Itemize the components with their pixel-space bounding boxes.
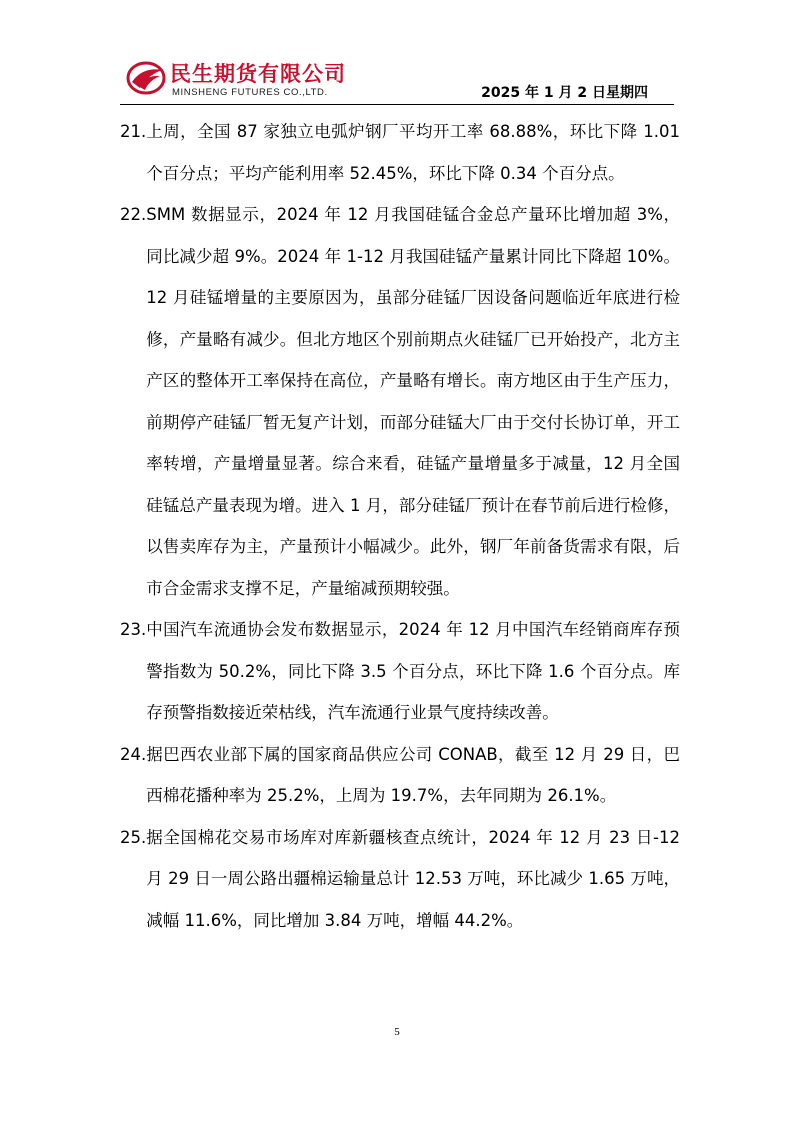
page-header: [120, 52, 674, 105]
item-number: 25.: [120, 827, 147, 847]
item-number: 23.: [120, 620, 147, 639]
logo-english-name: MINSHENG FUTURES CO.,LTD.: [172, 87, 328, 98]
item-text: 中国汽车流通协会发布数据显示，2024 年 12 月中国汽车经销商库存预警指数为 50.2%，同比下降 3.5 个百分点，环比下降 1.6 个百分点。库存预警指数接近荣枯线，汽车流通行业景气度持续改善。: [146, 620, 680, 722]
logo-chinese-name: 民生期货有限公司: [170, 62, 346, 86]
item-text: SMM 数据显示，2024 年 12 月我国硅锰合金总产量环比增加超 3%，同比减少超 9%。2024 年 1-12 月我国硅锰产量累计同比下降超 10%。12 月硅锰增量的主要原因为，虽部分硅锰厂因设备问题临近年底进行检修，产量略有减少。但北方地区个别前期点火硅锰厂已开始投产，北方主产区的整体开工率保持在高位，产量略有增长。南方地区由于生产压力，前期停产硅锰厂暂无复产计划，而部分硅锰大厂由于交付长协订单，开工率转增，产量增量显著。综合来看，硅锰产量增量多于减量，12 月全国硅锰总产量表现为增。进入 1 月，部分硅锰厂预计在春节前后进行检修，以售卖库存为主，产量预计小幅减少。此外，钢厂年前备货需求有限，后市合金需求支撑不足，产量缩减预期较强。: [146, 205, 680, 598]
item-text: 上周，全国 87 家独立电弧炉钢厂平均开工率 68.88%，环比下降 1.01 个百分点；平均产能利用率 52.45%，环比下降 0.34 个百分点。: [146, 122, 680, 183]
news-item-25: [120, 817, 680, 942]
news-item-24: [120, 734, 680, 817]
item-text: 据巴西农业部下属的国家商品供应公司 CONAB，截至 12 月 29 日，巴西棉花播种率为 25.2%，上周为 19.7%，去年同期为 26.1%。: [146, 744, 680, 805]
news-item-23: [120, 609, 680, 734]
item-number: 21.: [120, 122, 147, 141]
item-number: 22.: [120, 205, 147, 224]
minsheng-logo-icon: [126, 60, 166, 96]
news-item-21: [120, 111, 680, 194]
item-text: 据全国棉花交易市场库对库新疆核查点统计，2024 年 12 月 23 日-12 月 29 日一周公路出疆棉运输量总计 12.53 万吨，环比减少 1.65 万吨，减幅 11.6%，同比增加 3.84 万吨，增幅 44.2%。: [146, 827, 680, 930]
company-logo: [126, 58, 366, 102]
page-number: 5: [394, 1026, 400, 1038]
item-number: 24.: [120, 744, 147, 764]
news-list: [120, 111, 680, 941]
header-date: 2025 年 1 月 2 日星期四: [481, 85, 648, 101]
news-item-22: [120, 194, 680, 609]
